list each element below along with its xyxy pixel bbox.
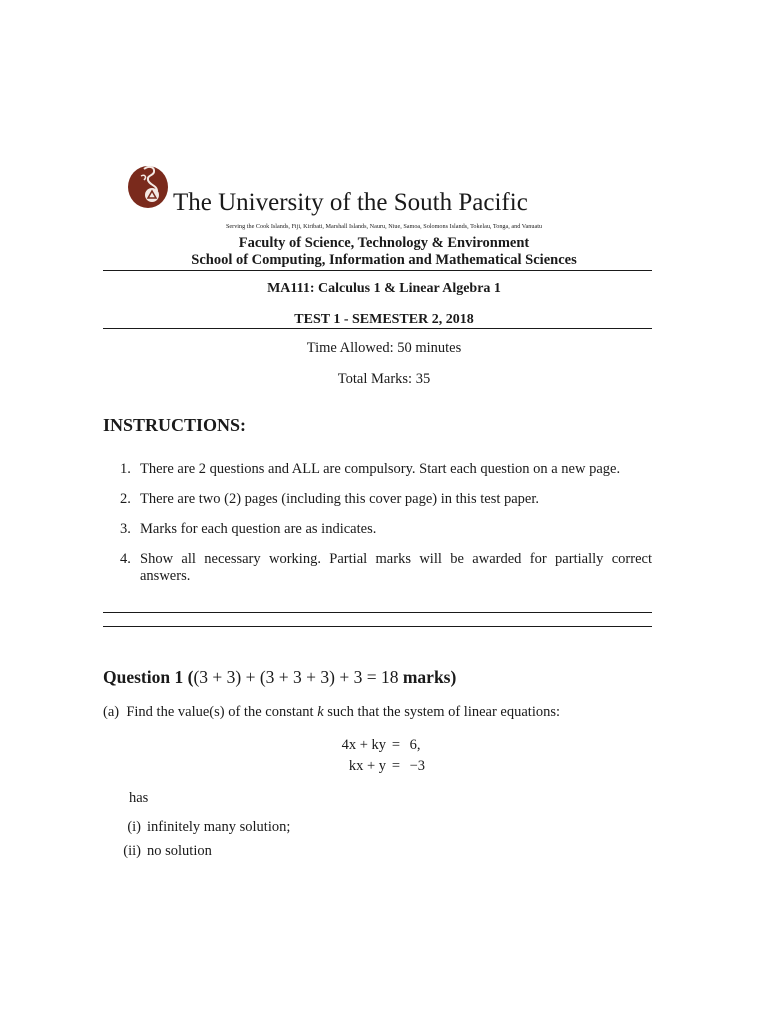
university-name: The University of the South Pacific (173, 189, 528, 216)
equation-rhs: −3 (409, 758, 426, 774)
faculty-name: Faculty of Science, Technology & Environment (238, 235, 530, 251)
list-item (103, 521, 652, 538)
instructions-heading: INSTRUCTIONS: (103, 415, 247, 435)
part-text: such that the system of linear equations: (327, 704, 561, 720)
equation (266, 758, 425, 775)
has-text: has (129, 790, 149, 806)
item-text: There are 2 questions and ALL are compulsory. Start each question on a new page. (140, 461, 621, 477)
total-marks: Total Marks: 35 (337, 371, 431, 387)
school-name: School of Computing, Information and Mathematical Sciences (191, 252, 577, 268)
item-text: Show all necessary working. Partial marks will be awarded for partially correct answers. (140, 551, 652, 584)
equation (266, 737, 421, 754)
equation-lhs: 4x + ky (341, 737, 386, 753)
divider (103, 328, 652, 329)
item-number: 1. (120, 461, 131, 477)
equation-rhs: 6, (409, 737, 421, 753)
variable-k: k (317, 704, 324, 720)
subpart-label: (ii) (123, 843, 141, 859)
item-text: There are two (2) pages (including this cover page) in this test paper. (140, 491, 540, 507)
divider (103, 612, 652, 613)
question-1-heading (103, 667, 456, 688)
part-a (103, 704, 560, 721)
test-title: TEST 1 - SEMESTER 2, 2018 (294, 312, 474, 327)
university-logo (127, 163, 171, 209)
question-label: Question 1 ( (103, 667, 194, 687)
marks-expression: (3 + 3) + (3 + 3 + 3) + 3 = 18 (193, 667, 399, 687)
part-label: (a) (103, 704, 120, 720)
item-number: 3. (120, 521, 131, 537)
equation-op: = (391, 758, 401, 774)
instructions-list (103, 461, 652, 598)
divider (103, 626, 652, 627)
item-number: 4. (120, 551, 131, 567)
divider (103, 270, 652, 271)
equation-lhs: kx + y (348, 758, 386, 774)
part-text: Find the value(s) of the constant (126, 704, 314, 720)
list-item (103, 551, 652, 585)
subpart-label: (i) (127, 819, 141, 835)
list-item (103, 461, 652, 478)
item-text: Marks for each question are as indicates. (140, 521, 377, 537)
item-number: 2. (120, 491, 131, 507)
subpart-text: no solution (147, 843, 212, 859)
equation-op: = (391, 737, 401, 753)
subpart (114, 819, 290, 836)
served-countries: Serving the Cook Islands, Fiji, Kiribati, Marshall Islands, Nauru, Niue, Samoa, Solomons Islands, Tokelau, Tonga, and Vanuatu (225, 223, 543, 230)
subpart-text: infinitely many solution; (147, 819, 291, 835)
marks-word: marks) (402, 667, 457, 687)
time-allowed: Time Allowed: 50 minutes (306, 340, 462, 356)
course-title: MA111: Calculus 1 & Linear Algebra 1 (267, 281, 501, 296)
subpart (114, 843, 212, 860)
list-item (103, 491, 652, 508)
